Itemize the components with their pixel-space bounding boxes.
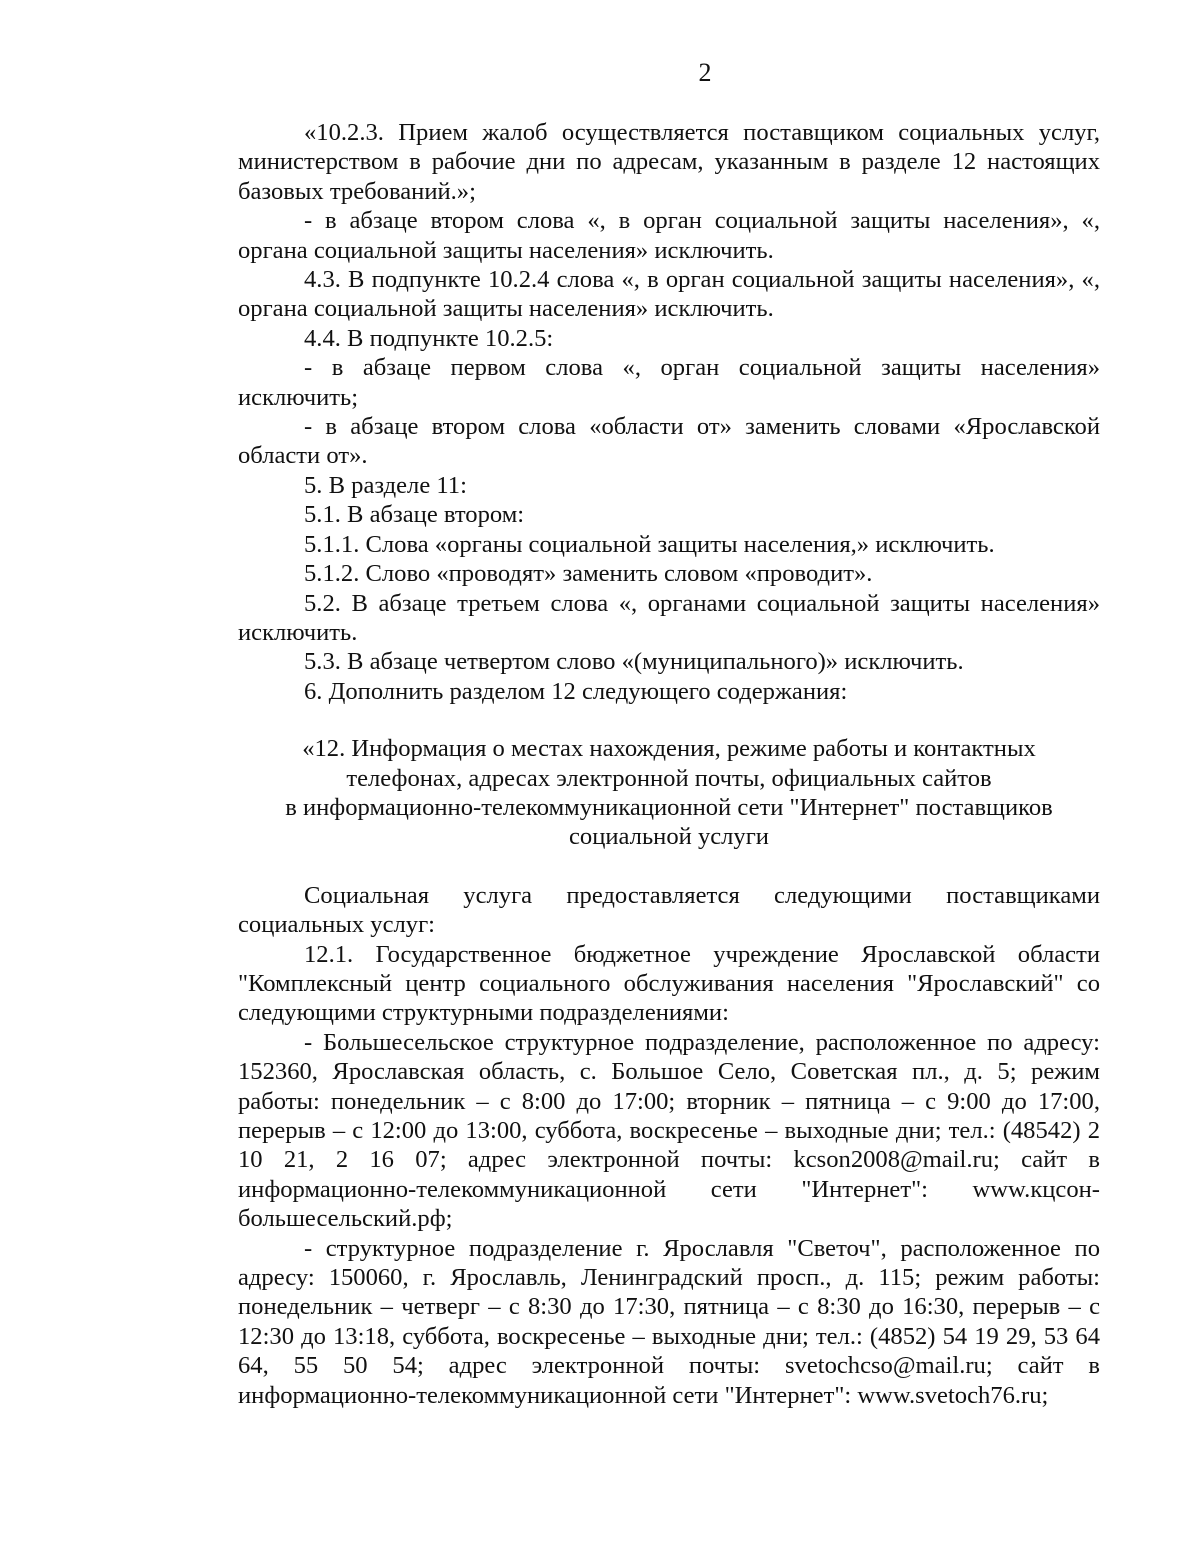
paragraph-5-2: 5.2. В абзаце третьем слова «, органами социальной защиты населения» исключить. — [238, 589, 1100, 646]
paragraph-4-3: 4.3. В подпункте 10.2.4 слова «, в орган социальной защиты населения», «, органа социальной защиты населения» исключить. — [238, 266, 1100, 323]
paragraph-5: 5. В разделе 11: — [304, 471, 467, 499]
paragraph-6: 6. Дополнить разделом 12 следующего содержания: — [304, 677, 848, 705]
paragraph-4-4-second: - в абзаце втором слова «области от» заменить словами «Ярославской области от». — [238, 413, 1100, 470]
heading-line: «12. Информация о местах нахождения, режиме работы и контактных — [302, 735, 1036, 763]
paragraph-10-2-3: «10.2.3. Прием жалоб осуществляется поставщиком социальных услуг, министерством в рабочие дни по адресам, указанным в разделе 12 настоящих базовых требований.»; — [238, 119, 1100, 205]
paragraph-12-1: 12.1. Государственное бюджетное учреждение Ярославской области "Комплексный центр социального обслуживания населения "Ярославский" со следующими структурными подразделениями: — [238, 940, 1100, 1027]
paragraph-bolshoe-selo: - Большесельское структурное подразделение, расположенное по адресу: 152360, Ярославская область, с. Большое Село, Советская пл., д. 5; режим работы: понедельник – с 8:00 до 17:00; вторник – пятница – с 9:00 до 17:00, перерыв – с 12:00 до 13:00, суббота, воскресенье – выходные дни; тел.: (48542) 2 10 21, 2 16 07; адрес электронной почты: kcson2008@mail.ru; сайт в информационно-телекоммуникационной сети "Интернет": www.кцсон-большесельский.рф; — [238, 1028, 1100, 1233]
paragraph-4-4-first: - в абзаце первом слова «, орган социальной защиты населения» исключить; — [238, 354, 1100, 411]
document-body — [238, 118, 1100, 1410]
heading-line: социальной услуги — [569, 823, 769, 851]
paragraph-5-3: 5.3. В абзаце четвертом слово «(муниципального)» исключить. — [304, 648, 964, 676]
heading-line: в информационно-телекоммуникационной сети "Интернет" поставщиков — [285, 793, 1053, 821]
paragraph-5-1-2: 5.1.2. Слово «проводят» заменить словом «проводит». — [304, 560, 873, 588]
paragraph-5-1-1: 5.1.1. Слова «органы социальной защиты населения,» исключить. — [304, 530, 995, 558]
heading-line: телефонах, адресах электронной почты, официальных сайтов — [346, 764, 992, 792]
section-intro: Социальная услуга предоставляется следующими поставщиками социальных услуг: — [238, 881, 1100, 939]
paragraph-5-1: 5.1. В абзаце втором: — [304, 501, 525, 529]
paragraph-svetoch: - структурное подразделение г. Ярославля "Светоч", расположенное по адресу: 150060, г. Ярославль, Ленинградский просп., д. 115; режим работы: понедельник – четверг – с 8:30 до 17:30, пятница – с 8:30 до 16:30, перерыв – с 12:30 до 13:18, суббота, воскресенье – выходные дни; тел.: (4852) 54 19 29, 53 64 64, 55 50 54; адрес электронной почты: svetochcso@mail.ru; сайт в информационно-телекоммуникационной сети "Интернет": www.svetoch76.ru; — [238, 1234, 1100, 1409]
paragraph-4-4: 4.4. В подпункте 10.2.5: — [304, 324, 554, 352]
page-number: 2 — [698, 58, 712, 87]
paragraph-second-abzac: - в абзаце втором слова «, в орган социальной защиты населения», «, органа социальной защиты населения» исключить. — [238, 207, 1100, 264]
section-12-heading — [238, 734, 1100, 852]
